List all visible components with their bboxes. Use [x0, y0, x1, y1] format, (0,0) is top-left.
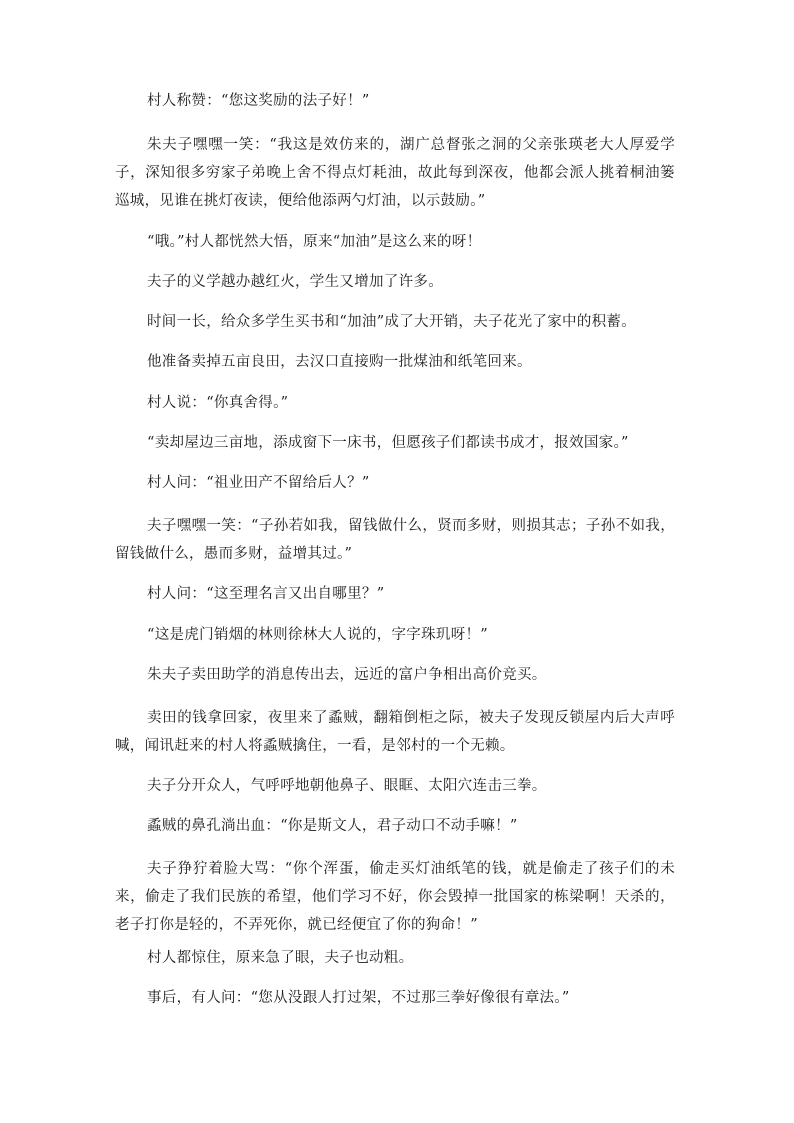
paragraph-15: 夫子分开众人，气呼呼地朝他鼻子、眼眶、太阳穴连击三拳。: [147, 778, 547, 794]
paragraph-19: 事后，有人问：“您从没跟人打过架，不过那三拳好像很有章法。”: [147, 990, 570, 1006]
paragraph-1: 村人称赞：“您这奖励的法子好！”: [147, 93, 370, 109]
paragraph-16: 蟊贼的鼻孔淌出血：“你是斯文人，君子动口不动手嘛！”: [147, 818, 518, 834]
paragraph-4: 夫子的义学越办越红火，学生又增加了许多。: [147, 274, 443, 290]
paragraph-3: “哦。”村人都恍然大悟，原来“加油”是这么来的呀！: [147, 234, 482, 250]
paragraph-14: 卖田的钱拿回家，夜里来了蟊贼，翻箱倒柜之际，被夫子发现反锁屋内后大声呼喊，闻讯赶来的村人将蟊贼擒住，一看，是邻村的一个无赖。: [115, 710, 675, 754]
paragraph-17: 夫子狰狞着脸大骂：“你个浑蛋，偷走买灯油纸笔的钱，就是偷走了孩子们的未来，偷走了我们民族的希望，他们学习不好，你会毁掉一批国家的栋梁啊！天杀的，老子打你是轻的，不弄死你，就已经便宜了你的狗命！”: [115, 861, 675, 933]
paragraph-2: 朱夫子嘿嘿一笑：“我这是效仿来的，湖广总督张之洞的父亲张瑛老大人厚爱学子，深知很多穷家子弟晚上舍不得点灯耗油，故此每到深夜，他都会派人挑着桐油篓巡城，见谁在挑灯夜读，便给他添两勺灯油，以示鼓励。”: [115, 137, 675, 209]
paragraph-9: 村人问：“祖业田产不留给后人？”: [147, 475, 370, 491]
paragraph-11: 村人问：“这至理名言又出自哪里？”: [147, 586, 385, 602]
paragraph-8: “卖却屋边三亩地，添成窗下一床书，但愿孩子们都读书成才，报效国家。”: [147, 435, 629, 451]
paragraph-12: “这是虎门销烟的林则徐林大人说的，字字珠玑呀！”: [147, 627, 489, 643]
paragraph-7: 村人说：“你真舍得。”: [147, 395, 289, 411]
paragraph-10: 夫子嘿嘿一笑：“子孙若如我，留钱做什么，贤而多财，则损其志；子孙不如我，留钱做什么，愚而多财，益增其过。”: [115, 518, 675, 562]
paragraph-5: 时间一长，给众多学生买书和“加油”成了大开销，夫子花光了家中的积蓄。: [147, 314, 637, 330]
paragraph-18: 村人都惊住，原来急了眼，夫子也动粗。: [147, 950, 414, 966]
paragraph-6: 他准备卖掉五亩良田，去汉口直接购一批煤油和纸笔回来。: [147, 354, 532, 370]
paragraph-13: 朱夫子卖田助学的消息传出去，远近的富户争相出高价竞买。: [147, 667, 547, 683]
